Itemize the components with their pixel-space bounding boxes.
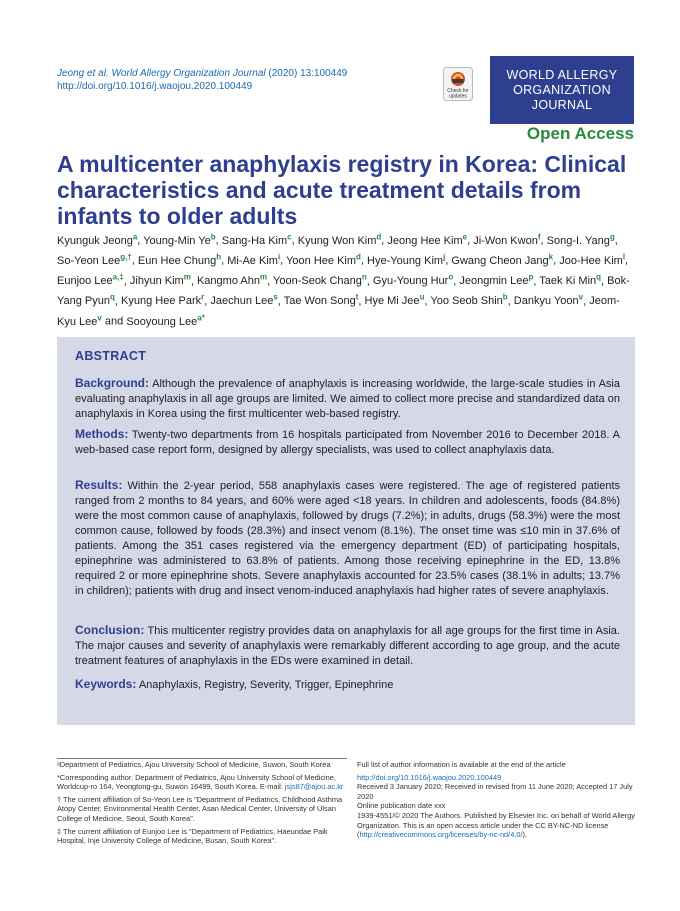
citation-issue: (2020) 13:100449 xyxy=(265,68,348,79)
author-name-text: Jihyun Kim xyxy=(129,275,184,288)
author-name xyxy=(430,292,508,308)
author-affiliation-mark: m xyxy=(183,272,191,282)
abstract-keywords xyxy=(75,677,620,693)
license-text xyxy=(357,811,639,840)
author-name-text: Eun Hee Chung xyxy=(137,254,217,267)
author-affiliation-mark: a xyxy=(132,232,138,241)
author-affiliation-mark: h xyxy=(216,252,222,262)
badge-bottom-text: updates xyxy=(449,93,467,100)
author-affiliation-mark: e xyxy=(462,232,468,241)
article-title: A multicenter anaphylaxis registry in Korea: Clinical characteristics and acute treatment details from infants to older adults xyxy=(57,151,627,229)
online-date: Online publication date xxx xyxy=(357,801,446,811)
author-name xyxy=(126,313,205,328)
citation-block xyxy=(57,67,347,93)
author-affiliation-mark: f xyxy=(537,232,541,241)
author-affiliation-mark: d xyxy=(356,252,361,262)
footnote-corresponding xyxy=(57,773,347,792)
footnote-divider xyxy=(57,758,347,759)
author-name-text: Tae Won Song xyxy=(283,295,356,308)
author-name-text: Yoo Seob Shin xyxy=(430,295,503,308)
author-name xyxy=(286,252,361,267)
author-affiliation-mark: a* xyxy=(197,313,205,322)
author-name xyxy=(221,232,292,247)
journal-logo-line-1: WORLD ALLERGY xyxy=(506,67,618,82)
author-name-text: Jeongmin Lee xyxy=(459,275,529,288)
author-name xyxy=(143,232,216,247)
received-dates: Received 3 January 2020; Received in revised from 11 June 2020; Accepted 17 July 2020 xyxy=(357,782,633,801)
journal-logo-line-2: ORGANIZATION xyxy=(513,82,611,97)
abstract-heading: ABSTRACT xyxy=(75,349,147,363)
author-name-text: Joo-Hee Kim xyxy=(559,254,623,267)
author-affiliation-mark: b xyxy=(210,232,216,241)
doi-link[interactable]: http://doi.org/10.1016/j.waojou.2020.100449 xyxy=(57,81,253,92)
license-statement: 1939-4551/© 2020 The Authors. Published by Elsevier Inc. on behalf of World Allergy Organization. This is an open access article under the CC BY-NC-ND license ( xyxy=(357,810,635,840)
author-list: Kyunguk Jeong$^a$, Young-Min Ye$^b$, Sang-Ha Kim$^c$, Kyung Won Kim$^d$, Jeong Hee Kim$^e$, Ji-Won Kwon$^f$, Song-I. Yang$^g$, So-Yeon Lee$^{g,\dagger}$, Eun Hee Chung$^h$, Mi-Ae Kim$^i$, Yoon Hee Kim$^d$, Hye-Young Kim$^j$, Gwang Cheon Jang$^k$, Joo-Hee Kim$^l$, Eunjoo Lee$^{a,\ddagger}$, Jihyun Kim$^m$, Kangmo Ahn$^m$, Yoon-Seok Chang$^n$, Gyu-Young Hur$^o$, Jeongmin Lee$^p$, Taek Ki Min$^q$, Bok-Yang Pyun$^q$, Kyung Hee Park$^r$, Jaechun Lee$^s$, Tae Won Song$^t$, Hye Mi Jee$^u$, Yoo Seob Shin$^b$, Dankyu Yoon$^v$, Jeom-Kyu Lee$^v$ and Sooyoung Lee$^{a*}$ xyxy=(57,232,630,328)
footnote-double-dagger: ‡ The current affiliation of Eunjoo Lee is "Department of Pediatrics, Haeundae Paik Hospital, Inje University College of Medicine, Busan, South Korea". xyxy=(57,826,328,846)
author-name-text: So-Yeon Lee xyxy=(57,254,121,267)
author-name xyxy=(372,272,454,288)
author-affiliation-mark: o xyxy=(448,272,454,282)
author-affiliation-mark: n xyxy=(361,272,367,282)
license-end: ). xyxy=(522,830,528,840)
badge-top-text: Check for xyxy=(447,88,469,94)
author-affiliation-mark: s xyxy=(273,292,278,302)
background-label: Background: xyxy=(75,376,150,390)
license-link[interactable]: http://creativecommons.org/licenses/by-nc-nd/4.0/ xyxy=(359,830,523,840)
author-affiliation-mark: b xyxy=(502,292,508,302)
author-name-text: Yoon-Seok Chang xyxy=(273,275,362,288)
check-for-updates-icon[interactable] xyxy=(443,67,473,101)
author-conjunction: and xyxy=(104,315,124,328)
keywords-label: Keywords: xyxy=(75,677,137,691)
author-name xyxy=(137,252,222,267)
conclusion-text: This multicenter registry provides data on anaphylaxis for all age groups for the first time in Asia. The major causes and severity of anaphylaxis were remarkably different according to age group, and the acute treatment features of anaphylaxis in the EDs were examined in detail. xyxy=(75,625,620,667)
corresponding-email-link[interactable]: jsjs87@ajou.ac.kr xyxy=(284,782,344,792)
author-name xyxy=(459,272,534,288)
journal-logo xyxy=(490,56,634,124)
author-affiliation-mark: r xyxy=(201,292,205,302)
author-affiliation-mark: q xyxy=(110,292,115,302)
author-name-text: Sooyoung Lee xyxy=(126,315,198,328)
author-name-text: Bok-Yang Pyun xyxy=(57,275,630,308)
author-affiliation-mark: m xyxy=(259,272,268,282)
journal-logo-line-3: JOURNAL xyxy=(531,97,593,112)
author-name-text: Young-Min Ye xyxy=(143,234,211,247)
author-affiliation-mark: t xyxy=(355,292,359,302)
author-name xyxy=(297,232,382,247)
author-name-text: Eunjoo Lee xyxy=(57,275,113,288)
author-name xyxy=(387,232,468,247)
author-name xyxy=(129,272,191,288)
results-text: Within the 2-year period, 558 anaphylaxis cases were registered. The age of registered patients ranged from 2 months to 84 years, and 60% were aged <18 years. In children and adolescents, foods (84.8%) were the most common cause of anaphylaxis, followed by drugs (7.2%); in adults, drugs (58.3%) were the most common cause, followed by foods (28.3%) and insect venom (8.1%). The onset time was ≤10 min in 37.6% of patients. Among the 351 cases registered via the emergency department (ED) of participating hospitals, epinephrine was administered to 63.8% of patients. Among those receiving epinephrine in the ED, 13.8% required 2 or more epinephrine shots. Severe anaphylaxis accounted for 23.5% cases (38.1% in adults; 13.7% in children); patients with drug and insect venom-induced anaphylaxis had higher rates of severe anaphylaxis. xyxy=(75,480,620,597)
conclusion-label: Conclusion: xyxy=(75,623,145,637)
author-affiliation-mark: d xyxy=(376,232,382,241)
methods-text: Twenty-two departments from 16 hospitals participated from November 2016 to December 2018. A web-based case report form, designed by allergy specialists, was used to collect anaphylaxis data. xyxy=(75,429,620,456)
author-name-text: Jeom-Kyu Lee xyxy=(57,295,620,328)
author-name xyxy=(367,252,446,267)
author-name xyxy=(451,252,554,267)
author-name-text: Kyung Hee Park xyxy=(121,295,202,308)
author-name xyxy=(539,272,602,288)
author-name-text: Kyunguk Jeong xyxy=(57,234,133,247)
author-name-text: Sang-Ha Kim xyxy=(221,234,288,247)
author-name-text: Dankyu Yoon xyxy=(513,295,579,308)
keywords-text: Anaphylaxis, Registry, Severity, Trigger, Epinephrine xyxy=(138,679,394,691)
author-name xyxy=(121,292,205,308)
author-name xyxy=(57,252,132,267)
author-name xyxy=(559,252,626,267)
footnote-affiliation-a: ᵃDepartment of Pediatrics, Ajou University School of Medicine, Suwon, South Korea xyxy=(57,760,331,769)
author-name-text: Song-I. Yang xyxy=(546,234,610,247)
author-name-text: Jeong Hee Kim xyxy=(387,234,463,247)
author-affiliation-mark: g xyxy=(609,232,615,241)
author-affiliation-mark: a,‡ xyxy=(112,272,124,282)
author-name xyxy=(473,232,541,247)
author-name xyxy=(196,272,268,288)
footer-doi-link[interactable]: http://doi.org/10.1016/j.waojou.2020.100449 xyxy=(357,772,502,782)
abstract-background xyxy=(75,376,620,422)
author-name-text: Taek Ki Min xyxy=(539,275,597,288)
methods-label: Methods: xyxy=(75,427,129,441)
author-name xyxy=(513,292,584,308)
author-affiliation-mark: g,† xyxy=(120,252,132,262)
author-name xyxy=(546,232,615,247)
author-name xyxy=(210,292,278,308)
author-affiliation-mark: p xyxy=(528,272,534,282)
results-label: Results: xyxy=(75,478,123,492)
author-name-text: Ji-Won Kwon xyxy=(473,234,538,247)
footnotes-left xyxy=(57,760,347,846)
footnotes-right xyxy=(357,760,639,840)
author-name xyxy=(57,272,124,288)
open-access-label: Open Access xyxy=(526,124,634,143)
author-affiliation-mark: k xyxy=(548,252,554,262)
author-name-text: Hye Mi Jee xyxy=(364,295,420,308)
author-name-text: Gwang Cheon Jang xyxy=(451,254,549,267)
author-affiliation-mark: i xyxy=(277,252,281,262)
author-name xyxy=(57,232,138,247)
author-name-text: Hye-Young Kim xyxy=(367,254,444,267)
author-name-text: Kyung Won Kim xyxy=(297,234,377,247)
author-affiliation-mark: c xyxy=(287,232,292,241)
author-name xyxy=(227,252,281,267)
abstract-conclusion xyxy=(75,623,620,669)
corresponding-text: *Corresponding author. Department of Pediatrics, Ajou University School of Medicine, Worldcup-ro 164, Yeongtong-gu, Suwon 16499, South Korea. E-mail: xyxy=(57,772,336,792)
author-name-text: Yoon Hee Kim xyxy=(286,254,357,267)
author-affiliation-mark: j xyxy=(443,252,446,262)
footnote-dagger: † The current affiliation of So-Yeon Lee is "Department of Pediatrics, Childhood Asthma Atopy Center, Environmental Health Center, Asan Medical Center, University of Ulsan College of Medicine, Seoul, South Korea". xyxy=(57,794,343,823)
author-affiliation-mark: v xyxy=(578,292,584,302)
author-name-text: Jaechun Lee xyxy=(210,295,274,308)
author-name-text: Gyu-Young Hur xyxy=(372,275,449,288)
citation-journal: Jeong et al. World Allergy Organization Journal xyxy=(57,68,266,79)
abstract-results xyxy=(75,478,620,599)
author-name xyxy=(283,292,359,308)
author-name-text: Mi-Ae Kim xyxy=(227,254,278,267)
full-author-info-note: Full list of author information is available at the end of the article xyxy=(357,760,566,769)
author-name-text: Kangmo Ahn xyxy=(196,275,260,288)
background-text: Although the prevalence of anaphylaxis is increasing worldwide, the large-scale studies in Asia evaluating anaphylaxis in all age groups are limited. We aimed to collect more precise and standardized data on anaphylaxis in Korea using the first multicenter web-based registry. xyxy=(75,378,620,420)
author-affiliation-mark: q xyxy=(596,272,602,282)
author-affiliation-mark: u xyxy=(419,292,425,302)
author-affiliation-mark: v xyxy=(97,313,102,322)
abstract-methods xyxy=(75,427,620,458)
author-affiliation-mark: l xyxy=(622,252,626,262)
author-name xyxy=(273,272,367,288)
author-name xyxy=(364,292,425,308)
